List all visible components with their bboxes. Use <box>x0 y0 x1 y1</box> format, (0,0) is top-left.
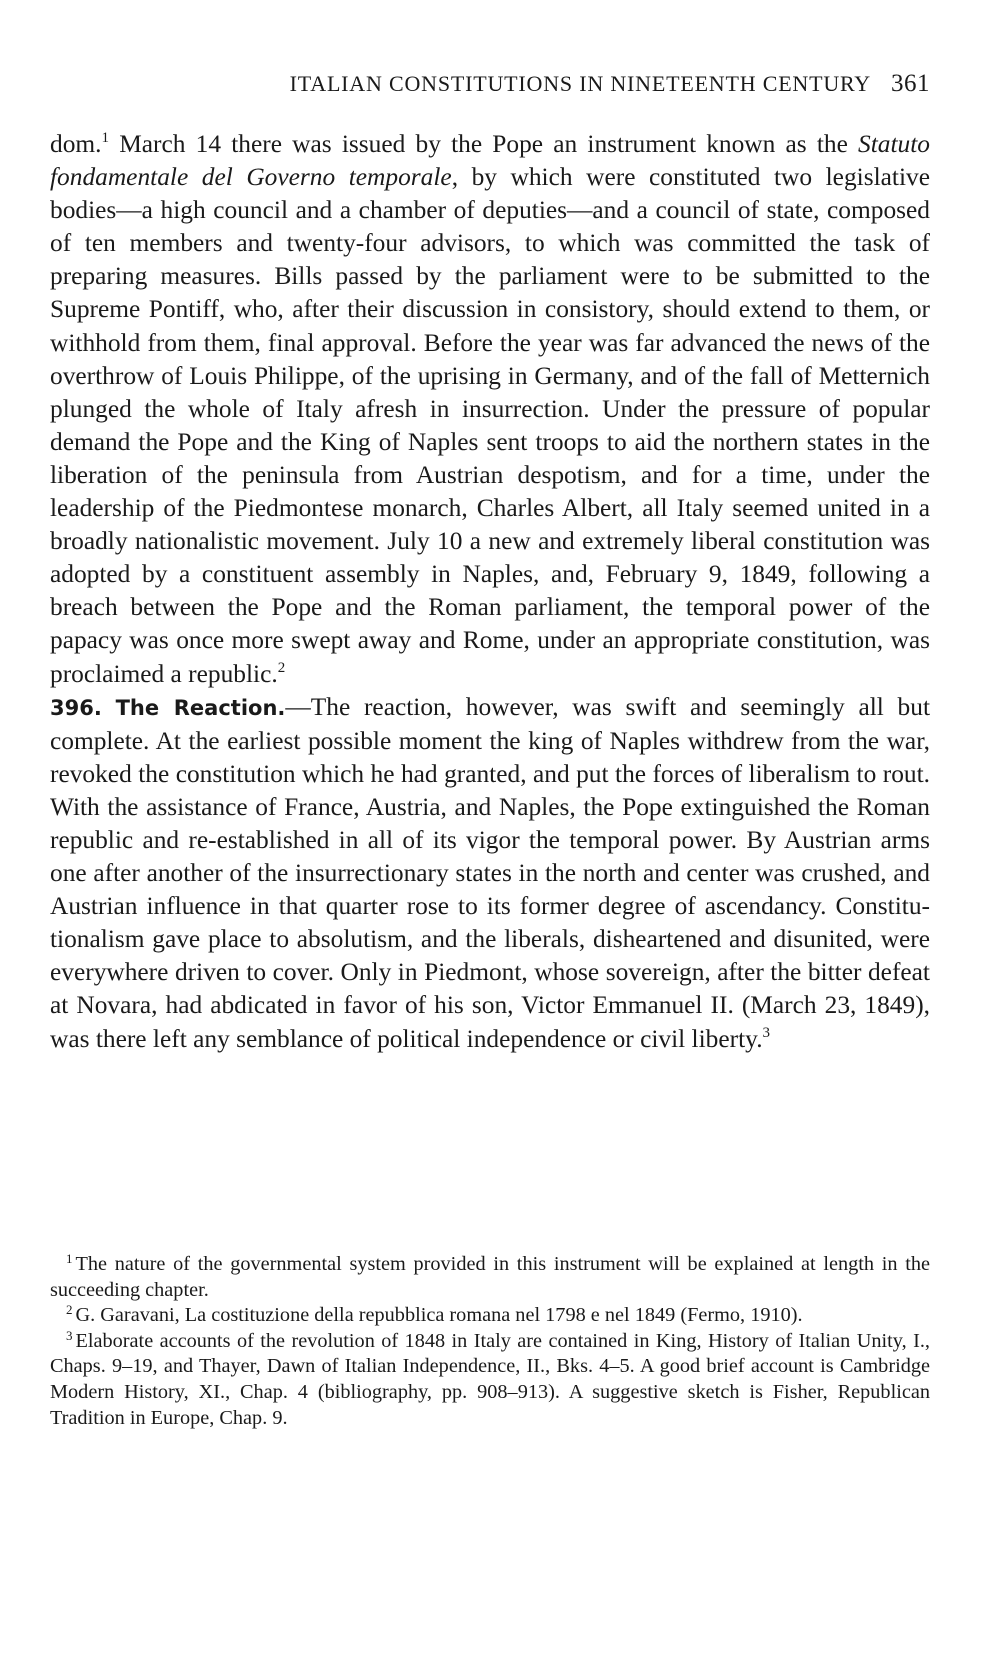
footnote-2 <box>50 1303 930 1329</box>
paragraph-1 <box>50 128 930 691</box>
section-number: 396. <box>50 695 102 720</box>
footnote-mark-3: 3 <box>66 1327 73 1343</box>
footnote-ref-1: 1 <box>101 130 109 146</box>
footnote-ref-3: 3 <box>762 1024 771 1041</box>
paragraph-2-text: —The reaction, however, was swift and seemingly all but complete. At the earliest possible moment the king of Naples withdrew from the war, revoked the constitution which he had granted, and put the forces of liberalism to rout. With the assistance of France, Austria, and Naples, the Pope extinguished the Roman republic and re-established in all of its vigor the temporal power. By Austrian arms one after another of the insurrectionary states in the north and center was crushed, and Austrian influence in that quarter rose to its former degree of ascendancy. Constitutionalism gave place to absolutism, and the liberals, disheartened and disunited, were everywhere driven to cover. Only in Piedmont, whose sovereign, after the bitter defeat at Novara, had abdicated in favor of his son, Victor Emmanuel II. (March 23, 1849), was there left any semblance of political independence or civil liberty. <box>50 692 930 1053</box>
footnote-1 <box>50 1252 930 1303</box>
footnote-text-3: Elaborate accounts of the revolution of 1848 in Italy are contained in King, History of Italian Unity, I., Chaps. 9–19, and Thayer, Dawn of Italian Independence, II., Bks. 4–5. A good brief account is Cambridge Modern History, XI., Chap. 4 (bibliography, pp. 908–913). A suggestive sketch is Fisher, Republican Tradition in Europe, Chap. 9. <box>50 1329 930 1429</box>
page-number: 361 <box>891 70 930 97</box>
running-title: ITALIAN CONSTITUTIONS IN NINETEENTH CENTURY <box>289 71 871 96</box>
statuto-title: Statuto fondamentale del Governo temporale <box>50 130 930 192</box>
paragraph-1-start: dom. <box>50 130 102 158</box>
footnote-mark-2: 2 <box>66 1302 73 1318</box>
footnote-text-2: G. Garavani, La costituzione della repubblica romana nel 1798 e nel 1849 (Fermo, 1910). <box>75 1304 803 1327</box>
footnote-3 <box>50 1329 930 1431</box>
section-heading: The Reaction. <box>115 695 286 720</box>
footnotes <box>50 1252 930 1431</box>
footnote-text-1: The nature of the governmental system provided in this instrument will be explained at length in the succeeding chapter. <box>50 1253 930 1301</box>
paragraph-1-text-a: March 14 there was issued by the Pope an instrument known as the <box>109 130 859 158</box>
paragraph-1-text-b: , by which were constituted two legislative bodies—a high council and a chamber of deputies—and a council of state, composed of ten members and twenty-four advisors, to which was committed the task of preparing measures. Bills passed by the parliament were to be submitted to the Supreme Pontiff, who, after their discussion in consistory, should extend to them, or withhold from them, final approval. Before the year was far advanced the news of the overthrow of Louis Philippe, of the uprising in Germany, and of the fall of Metternich plunged the whole of Italy afresh in insurrection. Under the pressure of popular demand the Pope and the King of Naples sent troops to aid the northern states in the liberation of the peninsula from Austrian despotism, and for a time, under the leadership of the Piedmontese monarch, Charles Albert, all Italy seemed united in a broadly nationalistic movement. July 10 a new and extremely liberal constitution was adopted by a constituent assembly in Naples, and, February 9, 1849, following a breach between the Pope and the Roman parliament, the temporal power of the papacy was once more swept away and Rome, under an appropriate constitution, was proclaimed a republic. <box>50 163 930 688</box>
body-text <box>50 128 930 1056</box>
paragraph-2 <box>50 691 930 1056</box>
footnote-ref-2: 2 <box>277 659 286 676</box>
running-head <box>50 70 930 106</box>
footnote-mark-1: 1 <box>66 1251 73 1266</box>
